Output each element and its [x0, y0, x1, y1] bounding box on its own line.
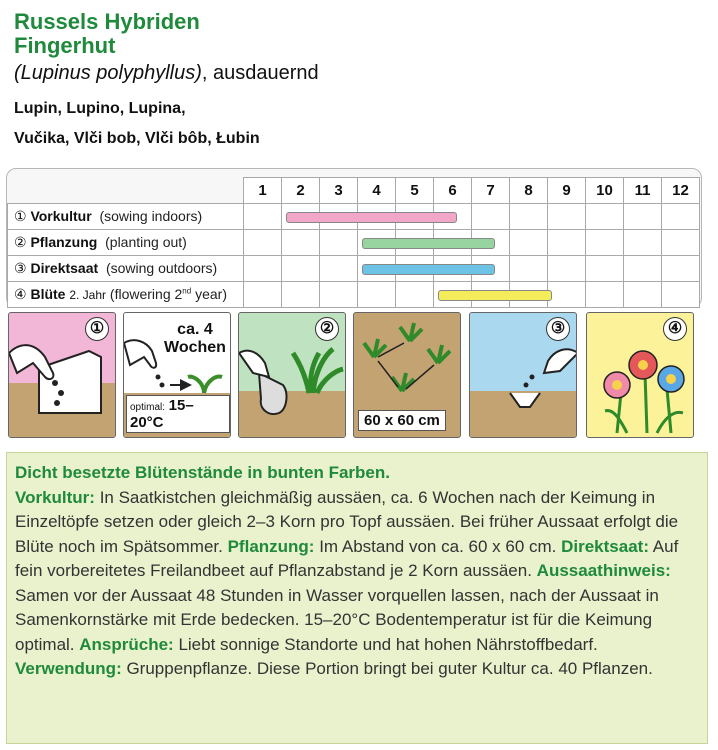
picture-spacing — [353, 312, 461, 438]
picture-sowing-indoors — [8, 312, 116, 438]
latin-name-line — [14, 62, 319, 85]
calendar-row-pflanzung — [8, 230, 700, 256]
text-pflanzung: Im Abstand von ca. 60 x 60 cm. — [314, 536, 562, 556]
latin-name: (Lupinus polyphyllus) — [14, 62, 202, 84]
calendar-row-bluete — [8, 282, 700, 308]
label-aussaathinweis: Aussaathinweis: — [536, 561, 671, 580]
month-6: 6 — [434, 178, 472, 204]
row-label: Blüte — [30, 286, 66, 302]
text-direktsaat: Auf fein vorbereitetes Freilandbeet auf Pflanzabstand je 2 Korn aussäen. — [15, 536, 679, 580]
common-names-2: Vučika, Vlči bob, Vlči bôb, Łubin — [14, 130, 260, 147]
row-marker: ① — [14, 208, 27, 224]
month-11: 11 — [624, 178, 662, 204]
picture-planting-out — [238, 312, 346, 438]
row-marker: ② — [14, 234, 27, 250]
picture-direct-sowing — [469, 312, 577, 438]
label-ansprueche: Ansprüche: — [79, 634, 174, 654]
picture-flowering — [586, 312, 694, 438]
calendar-row-direktsaat — [8, 256, 700, 282]
row-english: (sowing indoors) — [99, 208, 203, 224]
row-label: Direktsaat — [30, 260, 99, 276]
step-number: ② — [315, 317, 339, 341]
month-8: 8 — [510, 178, 548, 204]
label-verwendung: Verwendung: — [15, 659, 122, 678]
description-box — [6, 452, 708, 744]
calendar-header-row — [8, 178, 700, 204]
calendar-grid — [7, 177, 700, 308]
row-english: (planting out) — [105, 234, 187, 250]
label-vorkultur: Vorkultur: — [15, 487, 95, 507]
step-number: ④ — [663, 317, 687, 341]
month-2: 2 — [282, 178, 320, 204]
text-aussaathinweis: Samen vor der Aussaat 48 Stunden in Wasser vorquellen lassen, nach der Aussaat in Samenkornstärke mit Erde bedecken. 15–20°C Bodentemperatur ist für die Keimung optimal. — [15, 585, 659, 654]
month-12: 12 — [662, 178, 700, 204]
sowing-calendar — [6, 168, 702, 308]
month-5: 5 — [396, 178, 434, 204]
text-vorkultur: In Saatkistchen gleichmäßig aussäen, ca. 6 Wochen nach der Keimung in Einzeltöpfe setzen oder gleich 2–3 Korn pro Topf aussäen. Bei früher Aussaat erfolgt die Blüte noch im Spätsommer. — [15, 487, 679, 556]
label-direktsaat: Direktsaat: — [561, 536, 649, 556]
month-4: 4 — [358, 178, 396, 204]
picture-germination — [123, 312, 231, 438]
optimal-temp: optimal: 15–20°C — [126, 395, 230, 433]
month-10: 10 — [586, 178, 624, 204]
text-verwendung: Gruppenpflanze. Diese Portion bringt bei guter Kultur ca. 40 Pflanzen. — [121, 659, 653, 678]
product-subtitle: Fingerhut — [14, 33, 116, 58]
instruction-pictures — [8, 312, 704, 442]
label-pflanzung: Pflanzung: — [227, 536, 315, 556]
row-english: (flowering 2nd year) — [109, 286, 227, 302]
bar-bluete — [438, 290, 552, 301]
row-label: Pflanzung — [30, 234, 98, 250]
month-3: 3 — [320, 178, 358, 204]
distance-label: 60 x 60 cm — [358, 410, 446, 431]
latin-suffix: , ausdauernd — [201, 62, 319, 84]
row-note: 2. Jahr — [69, 288, 107, 302]
bar-pflanzung — [362, 238, 495, 249]
month-7: 7 — [472, 178, 510, 204]
bar-direktsaat — [362, 264, 495, 275]
month-1: 1 — [244, 178, 282, 204]
text-ansprueche: Liebt sonnige Standorte und hat hohen Nährstoffbedarf. — [173, 634, 598, 654]
row-marker: ③ — [14, 260, 27, 276]
weeks-label: ca. 4 Wochen — [164, 321, 226, 356]
description-headline: Dicht besetzte Blütenstände in bunten Farben. — [15, 463, 390, 482]
row-english: (sowing outdoors) — [105, 260, 218, 276]
row-marker: ④ — [14, 286, 27, 302]
step-number: ① — [85, 317, 109, 341]
row-label: Vorkultur — [30, 208, 92, 224]
month-9: 9 — [548, 178, 586, 204]
bar-vorkultur — [286, 212, 457, 223]
step-number: ③ — [546, 317, 570, 341]
product-title: Russels Hybriden — [14, 9, 200, 34]
common-names-1: Lupin, Lupino, Lupina, — [14, 100, 186, 117]
